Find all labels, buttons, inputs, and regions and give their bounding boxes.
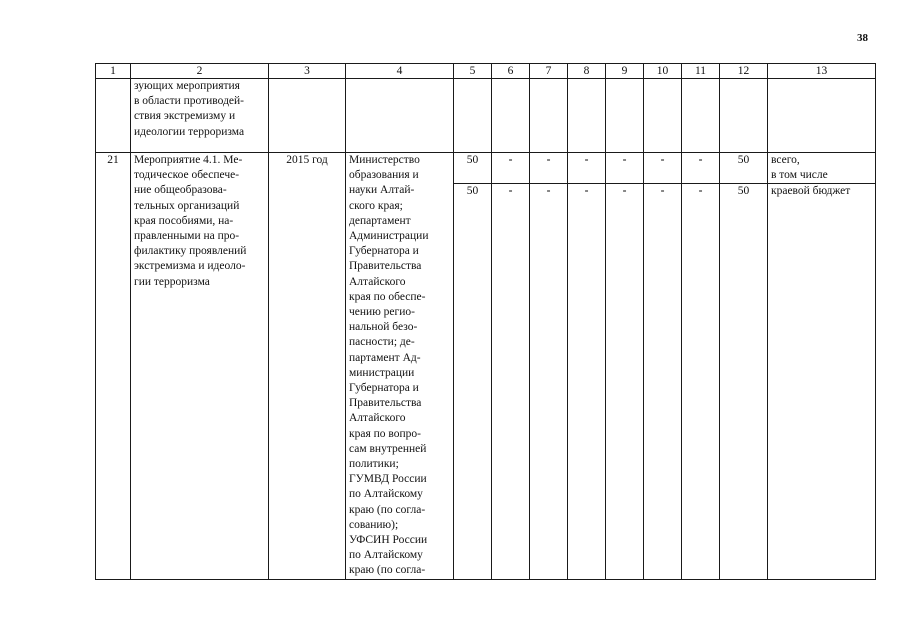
header-cell: 5 (454, 64, 492, 79)
header-cell: 9 (606, 64, 644, 79)
value-cell: - (682, 184, 720, 579)
header-cell: 10 (644, 64, 682, 79)
header-cell: 4 (346, 64, 454, 79)
continuation-activity-text: зующих мероприятия в области противодей- ствия экстремизму и идеологии терроризма (131, 79, 269, 153)
header-cell: 1 (96, 64, 131, 79)
header-row (96, 64, 876, 79)
header-cell: 11 (682, 64, 720, 79)
funding-source-cell: краевой бюджет (768, 184, 876, 579)
measures-table (95, 63, 876, 580)
value-cell: - (606, 184, 644, 579)
value-cell: - (492, 184, 530, 579)
value-cell: 50 (454, 153, 492, 184)
executors-cell: Министерство образования и науки Алтай- ского края; департамент Администрации Губернатора и Правительства Алтайского края по обеспе- чению регио- нальной безо- пасности; де- партамент Ад- министрации Губернатора и Правительства Алтайского края по вопро- сам внутренней политики; ГУМВД России по Алтайскому краю (по согла- сованию); УФСИН России по Алтайскому краю (по согла- (346, 153, 454, 580)
header-cell: 2 (131, 64, 269, 79)
header-cell: 8 (568, 64, 606, 79)
header-cell: 13 (768, 64, 876, 79)
activity-cell: Мероприятие 4.1. Ме- тодическое обеспече- ние общеобразова- тельных организаций края пособиями, на- правленными на про- филактику проявлений экстремизма и идеоло- гии терроризма (131, 153, 269, 580)
table-row (96, 153, 876, 184)
year-cell: 2015 год (269, 153, 346, 580)
continuation-row (96, 79, 876, 153)
value-cell: - (644, 184, 682, 579)
page-number: 38 (857, 32, 868, 44)
value-cell: - (644, 153, 682, 184)
header-cell: 6 (492, 64, 530, 79)
value-cell: - (492, 153, 530, 184)
value-cell: - (568, 153, 606, 184)
value-cell: 50 (720, 153, 768, 184)
value-cell: - (606, 153, 644, 184)
row-number: 21 (96, 153, 131, 580)
value-cell: 50 (454, 184, 492, 579)
value-cell: - (530, 184, 568, 579)
header-cell: 3 (269, 64, 346, 79)
header-cell: 7 (530, 64, 568, 79)
value-cell: - (682, 153, 720, 184)
funding-source-cell: всего, в том числе (768, 153, 876, 184)
value-cell: - (568, 184, 606, 579)
value-cell: 50 (720, 184, 768, 579)
value-cell: - (530, 153, 568, 184)
header-cell: 12 (720, 64, 768, 79)
